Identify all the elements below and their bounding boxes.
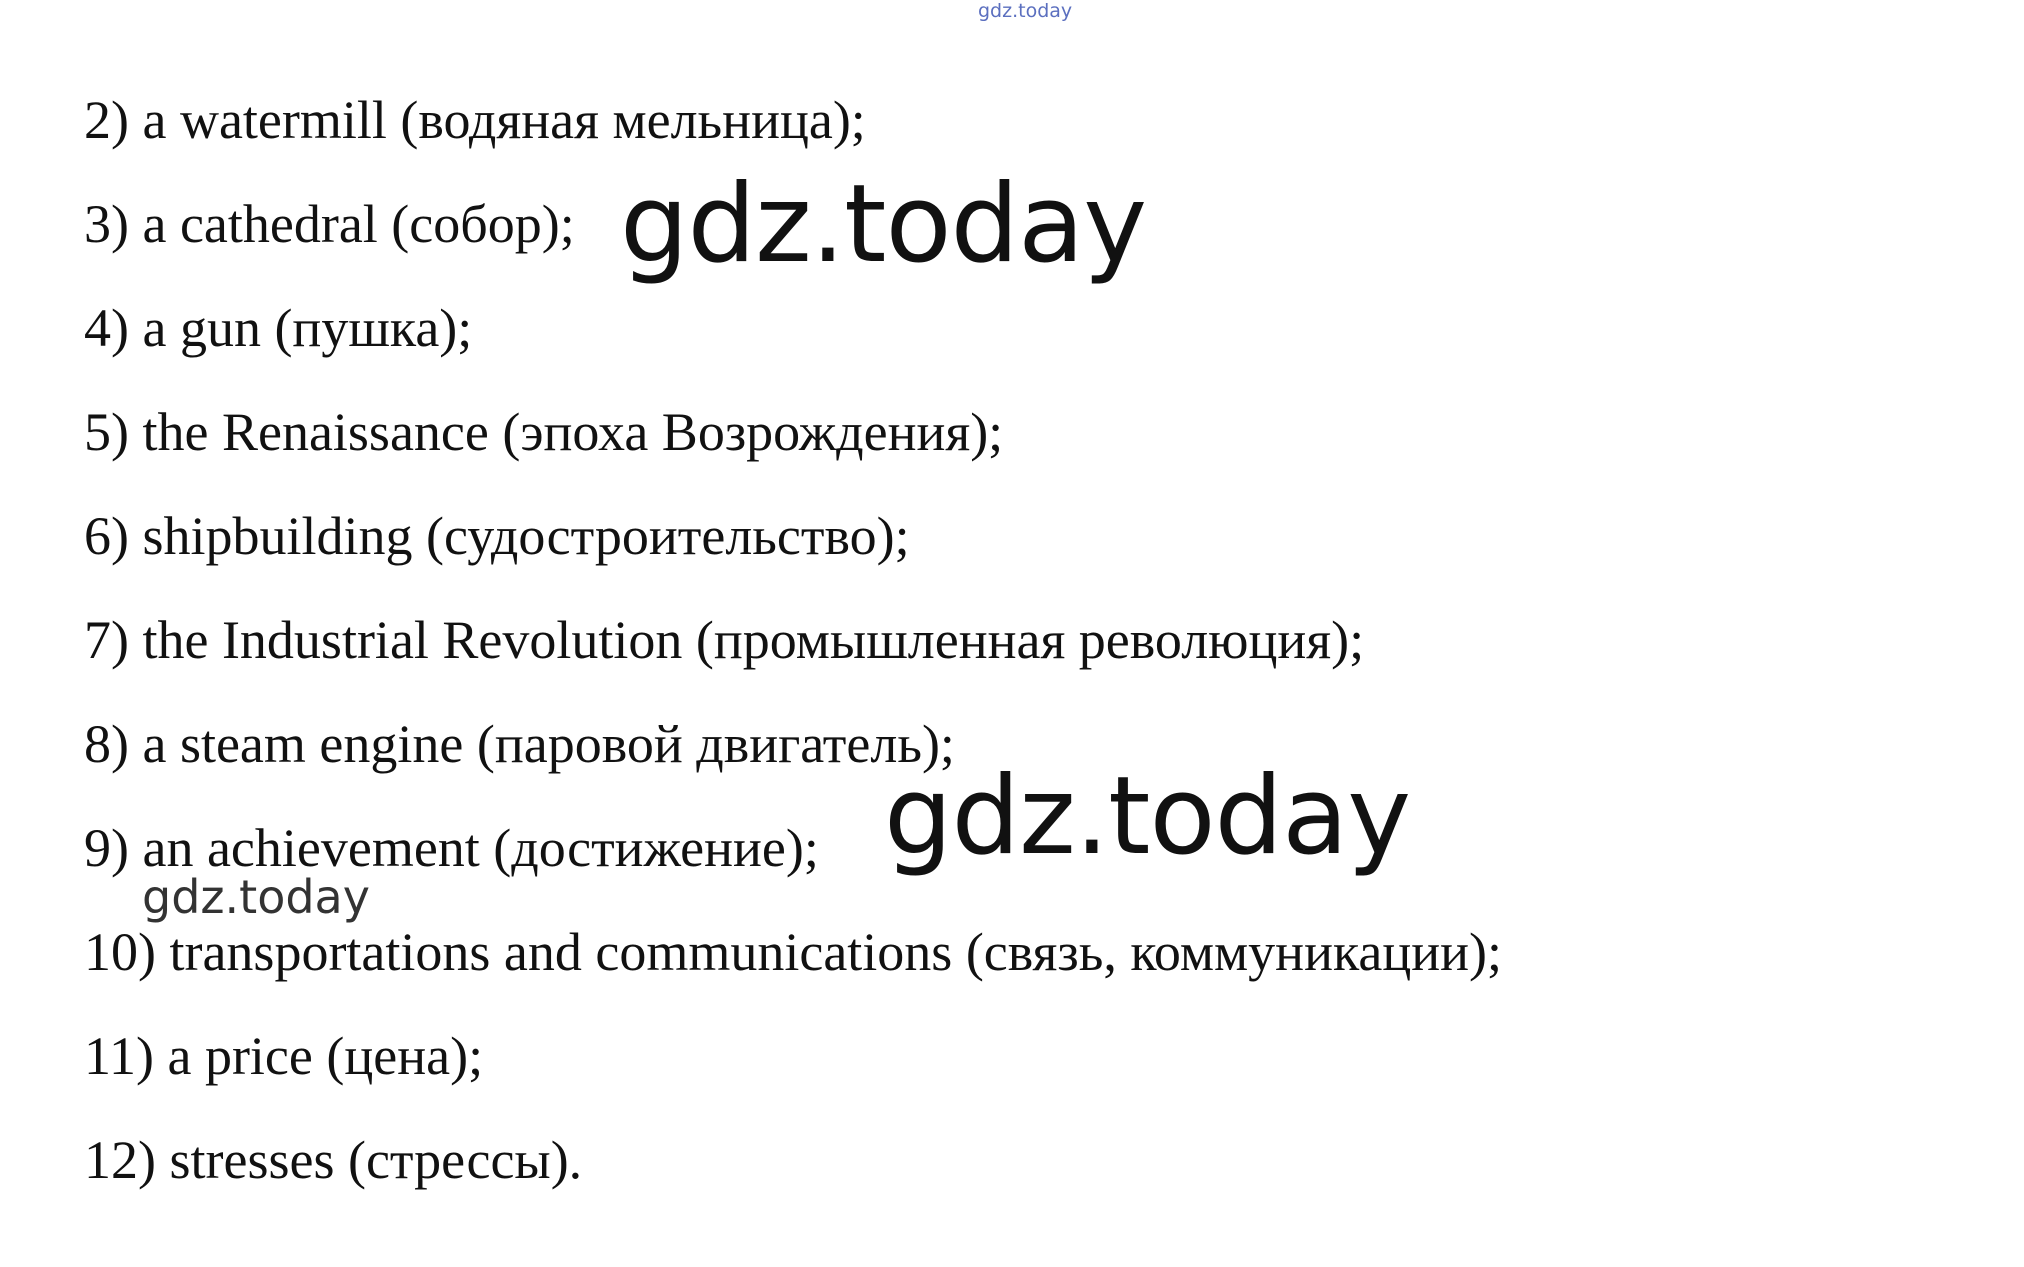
watermark-large: gdz.today	[884, 754, 1411, 879]
list-item: 7) the Industrial Revolution (промышленная революция);	[84, 610, 1365, 670]
watermark-top: gdz.today	[978, 0, 1073, 22]
list-item: 6) shipbuilding (судостроительство);	[84, 506, 910, 566]
list-item: 12) stresses (стрессы).	[84, 1130, 583, 1190]
list-item: 3) a cathedral (собор);	[84, 194, 575, 254]
list-item: 11) a price (цена);	[84, 1026, 484, 1086]
list-item: 4) a gun (пушка);	[84, 298, 473, 358]
watermark-small: gdz.today	[142, 870, 370, 924]
list-item: 2) a watermill (водяная мельница);	[84, 90, 866, 150]
list-item: 9) an achievement (достижение);	[84, 818, 819, 878]
watermark-large: gdz.today	[620, 162, 1147, 287]
list-item: 5) the Renaissance (эпоха Возрождения);	[84, 402, 1004, 462]
list-item: 10) transportations and communications (связь, коммуникации);	[84, 922, 1503, 982]
list-item: 8) a steam engine (паровой двигатель);	[84, 714, 955, 774]
